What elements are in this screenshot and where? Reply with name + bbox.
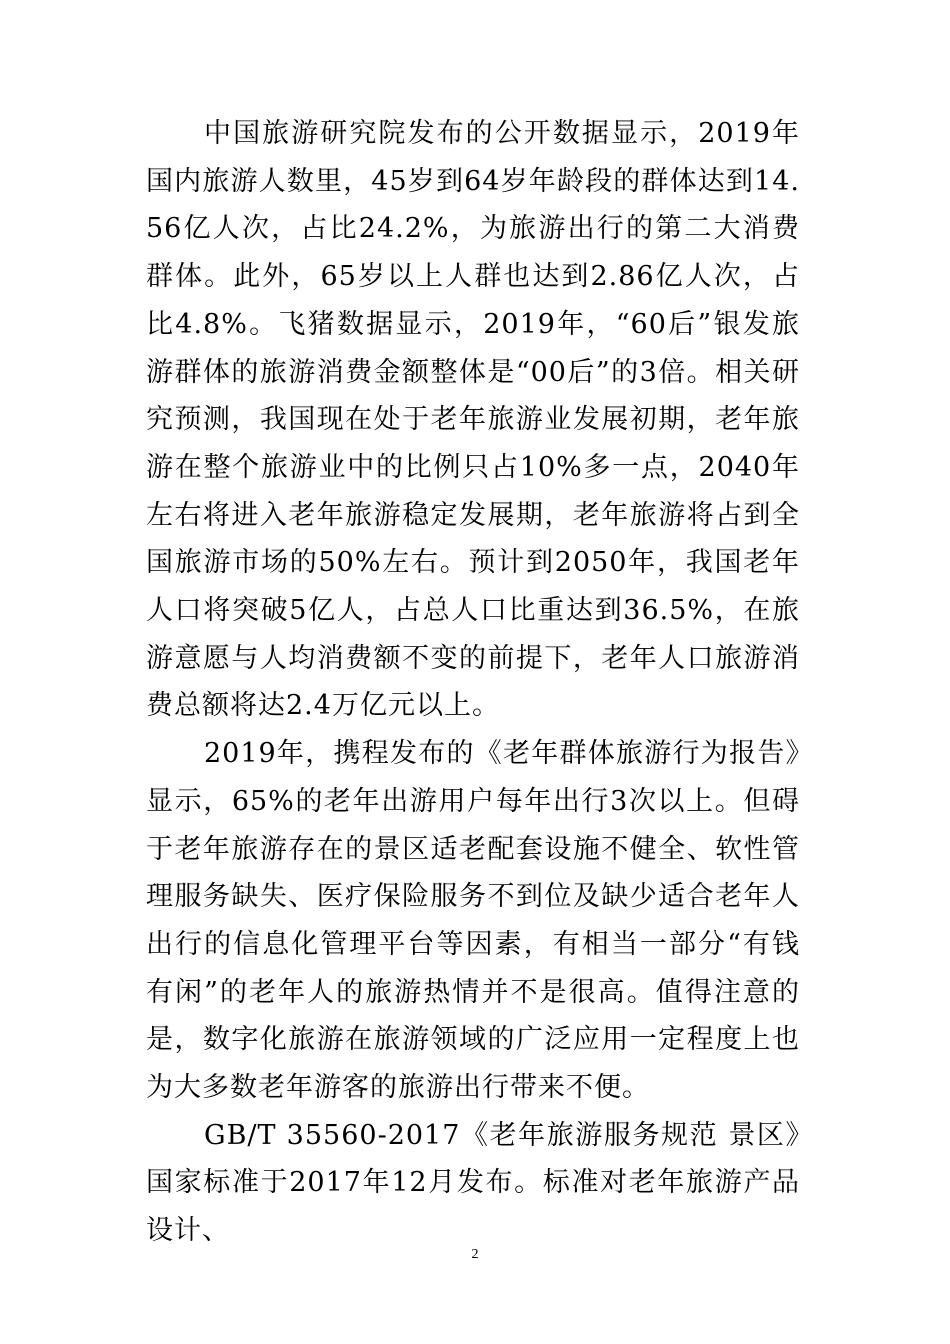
paragraph-tourism-statistics: 中国旅游研究院发布的公开数据显示，2019年国内旅游人数里，45岁到64岁年龄段的群体达到14.56亿人次，占比24.2%，为旅游出行的第二大消费群体。此外，65岁以上人群也达到2.86亿人次，占比4.8%。飞猪数据显示，2019年，“60后”银发旅游群体的旅游消费金额整体是“00后”的3倍。相关研究预测，我国现在处于老年旅游业发展初期，老年旅游在整个旅游业中的比例只占10%多一点，2040年左右将进入老年旅游稳定发展期，老年旅游将占到全国旅游市场的50%左右。预计到2050年，我国老年人口将突破5亿人，占总人口比重达到36.5%，在旅游意愿与人均消费额不变的前提下，老年人口旅游消费总额将达2.4万亿元以上。	[146, 118, 800, 722]
paragraph-ctrip-report: 2019年，携程发布的《老年群体旅游行为报告》显示，65%的老年出游用户每年出行3次以上。但碍于老年旅游存在的景区适老配套设施不健全、软性管理服务缺失、医疗保险服务不到位及缺少适合老年人出行的信息化管理平台等因素，有相当一部分“有钱有闲”的老年人的旅游热情并不是很高。值得注意的是，数字化旅游在旅游领域的广泛应用一定程度上也为大多数老年游客的旅游出行带来不便。	[146, 738, 800, 1104]
document-body	[146, 110, 800, 1255]
paragraph-national-standard: GB/T 35560-2017《老年旅游服务规范 景区》国家标准于2017年12月发布。标准对老年旅游产品设计、	[146, 1119, 800, 1247]
page-number: 2	[471, 1247, 479, 1262]
